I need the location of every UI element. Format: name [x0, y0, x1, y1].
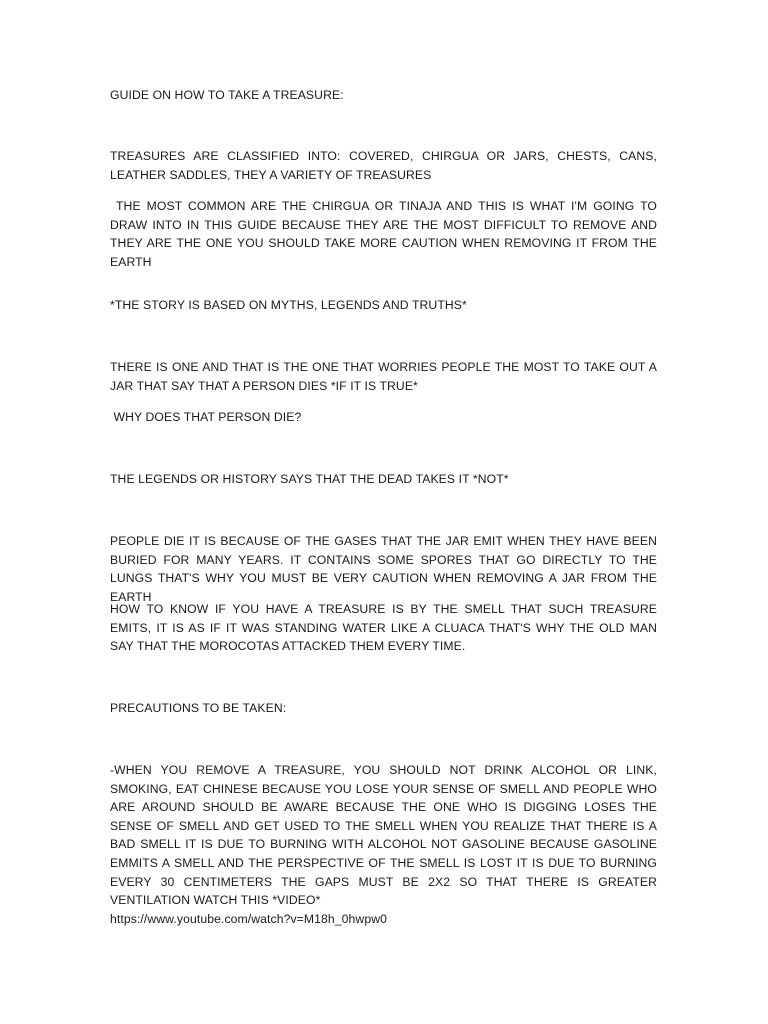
- document-title: GUIDE ON HOW TO TAKE A TREASURE:: [110, 88, 344, 102]
- paragraph-precautions: [110, 761, 657, 928]
- paragraph-jar-worry: THERE IS ONE AND THAT IS THE ONE THAT WORRIES PEOPLE THE MOST TO TAKE OUT A JAR THAT SAY THAT A PERSON DIES *IF IT IS TRUE*: [110, 360, 657, 393]
- paragraph-treasure-classification: TREASURES ARE CLASSIFIED INTO: COVERED, CHIRGUA OR JARS, CHESTS, CANS, LEATHER SADDLES, THEY A VARIETY OF TREASURES: [110, 149, 657, 182]
- paragraph-legends: THE LEGENDS OR HISTORY SAYS THAT THE DEAD TAKES IT *NOT*: [110, 472, 509, 486]
- paragraph-smell: HOW TO KNOW IF YOU HAVE A TREASURE IS BY THE SMELL THAT SUCH TREASURE EMITS, IT IS AS IF IT WAS STANDING WATER LIKE A CLUACA THAT'S WHY THE OLD MAN SAY THAT THE MOROCOTAS ATTACKED THEM EVERY TIME.: [110, 602, 657, 654]
- paragraph-most-common: THE MOST COMMON ARE THE CHIRGUA OR TINAJA AND THIS IS WHAT I'M GOING TO DRAW INTO IN THIS GUIDE BECAUSE THEY ARE THE MOST DIFFICULT TO REMOVE AND THEY ARE THE ONE YOU SHOULD TAKE MORE CAUTION WHEN REMOVING IT FROM THE EARTH: [110, 199, 661, 269]
- paragraph-why-die: WHY DOES THAT PERSON DIE?: [110, 410, 302, 424]
- paragraph-story-note: *THE STORY IS BASED ON MYTHS, LEGENDS AND TRUTHS*: [110, 298, 467, 312]
- video-link[interactable]: https://www.youtube.com/watch?v=M18h_0hwpw0: [110, 911, 387, 926]
- precautions-text: -WHEN YOU REMOVE A TREASURE, YOU SHOULD NOT DRINK ALCOHOL OR LINK, SMOKING, EAT CHINESE BECAUSE YOU LOSE YOUR SENSE OF SMELL AND PEOPLE WHO ARE AROUND SHOULD BE AWARE BECAUSE THE ONE WHO IS DIGGING LOSES THE SENSE OF SMELL AND GET USED TO THE SMELL WHEN YOU REALIZE THAT THERE IS A BAD SMELL IT IS DUE TO BURNING WITH ALCOHOL NOT GASOLINE BECAUSE GASOLINE EMMITS A SMELL AND THE PERSPECTIVE OF THE SMELL IS LOST IT IS DUE TO BURNING EVERY 30 CENTIMETERS THE GAPS MUST BE 2X2 SO THAT THERE IS GREATER VENTILATION WATCH THIS *VIDEO*: [110, 763, 657, 908]
- paragraph-precautions-heading: PRECAUTIONS TO BE TAKEN:: [110, 701, 287, 715]
- paragraph-gases: PEOPLE DIE IT IS BECAUSE OF THE GASES THAT THE JAR EMIT WHEN THEY HAVE BEEN BURIED FOR MANY YEARS. IT CONTAINS SOME SPORES THAT GO DIRECTLY TO THE LUNGS THAT'S WHY YOU MUST BE VERY CAUTION WHEN REMOVING A JAR FROM THE EARTH: [110, 534, 657, 604]
